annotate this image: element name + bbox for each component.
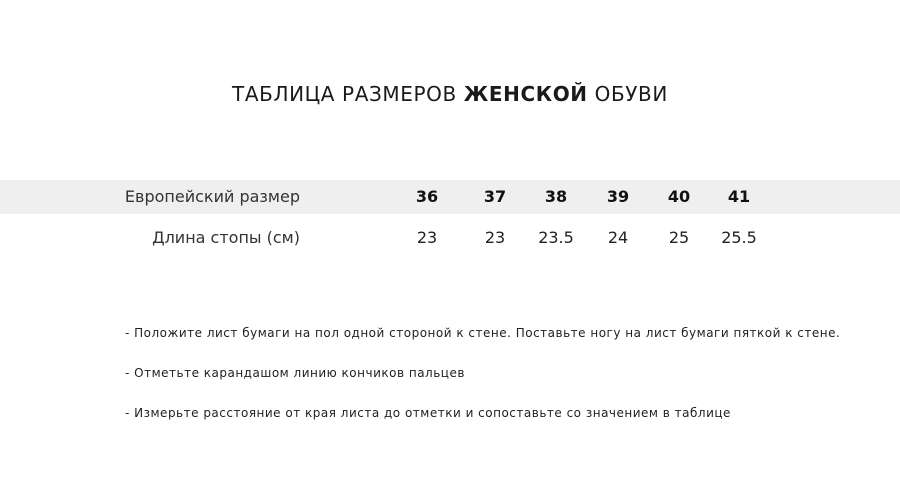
size-cell: 36 [415,187,439,206]
instruction-step-3: - Измерьте расстояние от края листа до отметки и сопоставьте со значением в таблице [125,406,731,420]
size-table-header-row [0,180,900,214]
foot-length-label: Длина стопы (см) [152,228,300,247]
size-cell: 38 [544,187,568,206]
foot-length-row [0,221,900,255]
title-emphasis: ЖЕНСКОЙ [463,82,588,106]
length-cell: 23 [484,228,506,247]
page-title [0,82,900,106]
size-cell: 40 [667,187,691,206]
title-prefix: ТАБЛИЦА РАЗМЕРОВ [232,82,464,106]
size-cell: 37 [483,187,507,206]
length-cell: 24 [607,228,629,247]
title-suffix: ОБУВИ [587,82,668,106]
european-size-label: Европейский размер [124,187,300,206]
size-cell: 41 [727,187,751,206]
instruction-step-2: - Отметьте карандашом линию кончиков пальцев [125,366,465,380]
length-cell: 25 [668,228,690,247]
length-cell: 23.5 [538,228,574,247]
length-cell: 25.5 [721,228,757,247]
length-cell: 23 [416,228,438,247]
instruction-step-1: - Положите лист бумаги на пол одной стороной к стене. Поставьте ногу на лист бумаги пяткой к стене. [125,326,841,340]
size-cell: 39 [606,187,630,206]
